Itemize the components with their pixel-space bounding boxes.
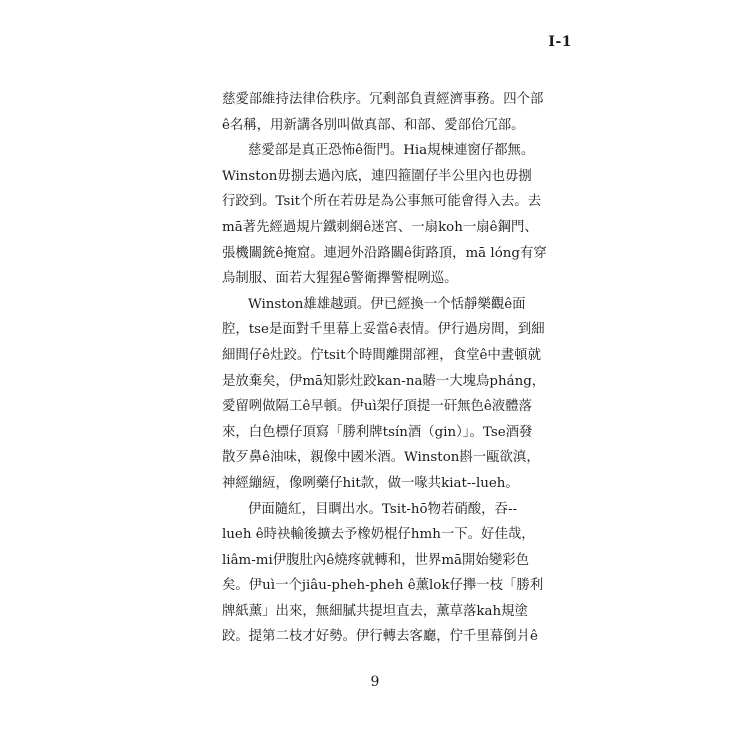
text-line: 烏制服、面若大猩猩ê警衛攑警棍咧巡。 (222, 271, 458, 287)
text-line-content: 慈愛部是真正恐怖ê衙門。Hia規棟連窗仔都無。 (248, 143, 535, 159)
text-line: 散歹鼻ê油味，親像中國米酒。Winston斟一甌欲滇， (222, 450, 540, 466)
text-line: 跤。提第二枝才好勢。伊行轉去客廳，佇千里幕倒爿ê (222, 629, 538, 645)
text-line: 腔，tse是面對千里幕上妥當ê表情。伊行過房間，到細 (222, 322, 545, 338)
text-line: 來，白色標仔頂寫「勝利牌tsín酒（gin）」。Tse酒發 (222, 424, 533, 440)
text-line (222, 138, 580, 164)
text-line-content: Winston雄雄越頭。伊已經換一个恬靜樂觀ê面 (248, 296, 526, 312)
text-line: 是放棄矣，伊mā知影灶跤kan-na賰一大塊烏pháng， (222, 373, 546, 389)
text-line-content: 伊面隨紅，目睭出水。Tsit-hō物若硝酸，吞-- (248, 501, 518, 517)
text-line: 神經繃絚，像咧藥仔hit款，做一喙共kiat--lueh。 (222, 475, 519, 491)
text-line (222, 497, 580, 523)
text-line: liâm-mi伊腹肚內ê燒疼就轉和，世界mā開始變彩色 (222, 552, 529, 568)
text-line: 張機關銃ê掩窟。連迵外沿路關ê街路頂，mā lóng有穿 (222, 245, 547, 261)
text-line: 愛留咧做隔工ê早頓。伊uì架仔頂提一矸無色ê液體落 (222, 399, 532, 415)
text-line: 細間仔ê灶跤。佇tsit个時間離開部裡，食堂ê中晝頓就 (222, 347, 541, 363)
text-line: 行跤到。Tsit个所在若毋是為公事無可能會得入去。去 (222, 194, 542, 210)
paragraph (222, 497, 580, 651)
page-number: 9 (370, 674, 380, 690)
paragraph (222, 87, 580, 138)
text-line (222, 292, 580, 318)
paragraph (222, 292, 580, 497)
paragraph (222, 138, 580, 292)
text-line: ê名稱，用新講各別叫做真部、和部、愛部佮冗部。 (222, 117, 525, 133)
text-line: 牌紙薰」出來，無細膩共提坦直去，薰草落kah規塗 (222, 603, 528, 619)
text-line: Winston毋捌去過內底，連四箍圍仔半公里內也毋捌 (222, 168, 532, 184)
text-line: 矣。伊uì一个jiâu-pheh-pheh ê薰lok仔攑一枝「勝利 (222, 578, 544, 594)
body-text (222, 87, 580, 650)
text-line: mā著先經過規片鐵刺網ê迷宮、一扇koh一扇ê鋼門、 (222, 219, 538, 235)
chapter-page-label: I-1 (548, 34, 572, 50)
text-line: lueh ê時袂輸後擴去予橡奶棍仔hmh一下。好佳哉， (222, 527, 535, 543)
text-line: 慈愛部維持法律佮秩序。冗剩部負責經濟事務。四个部 (222, 92, 544, 107)
